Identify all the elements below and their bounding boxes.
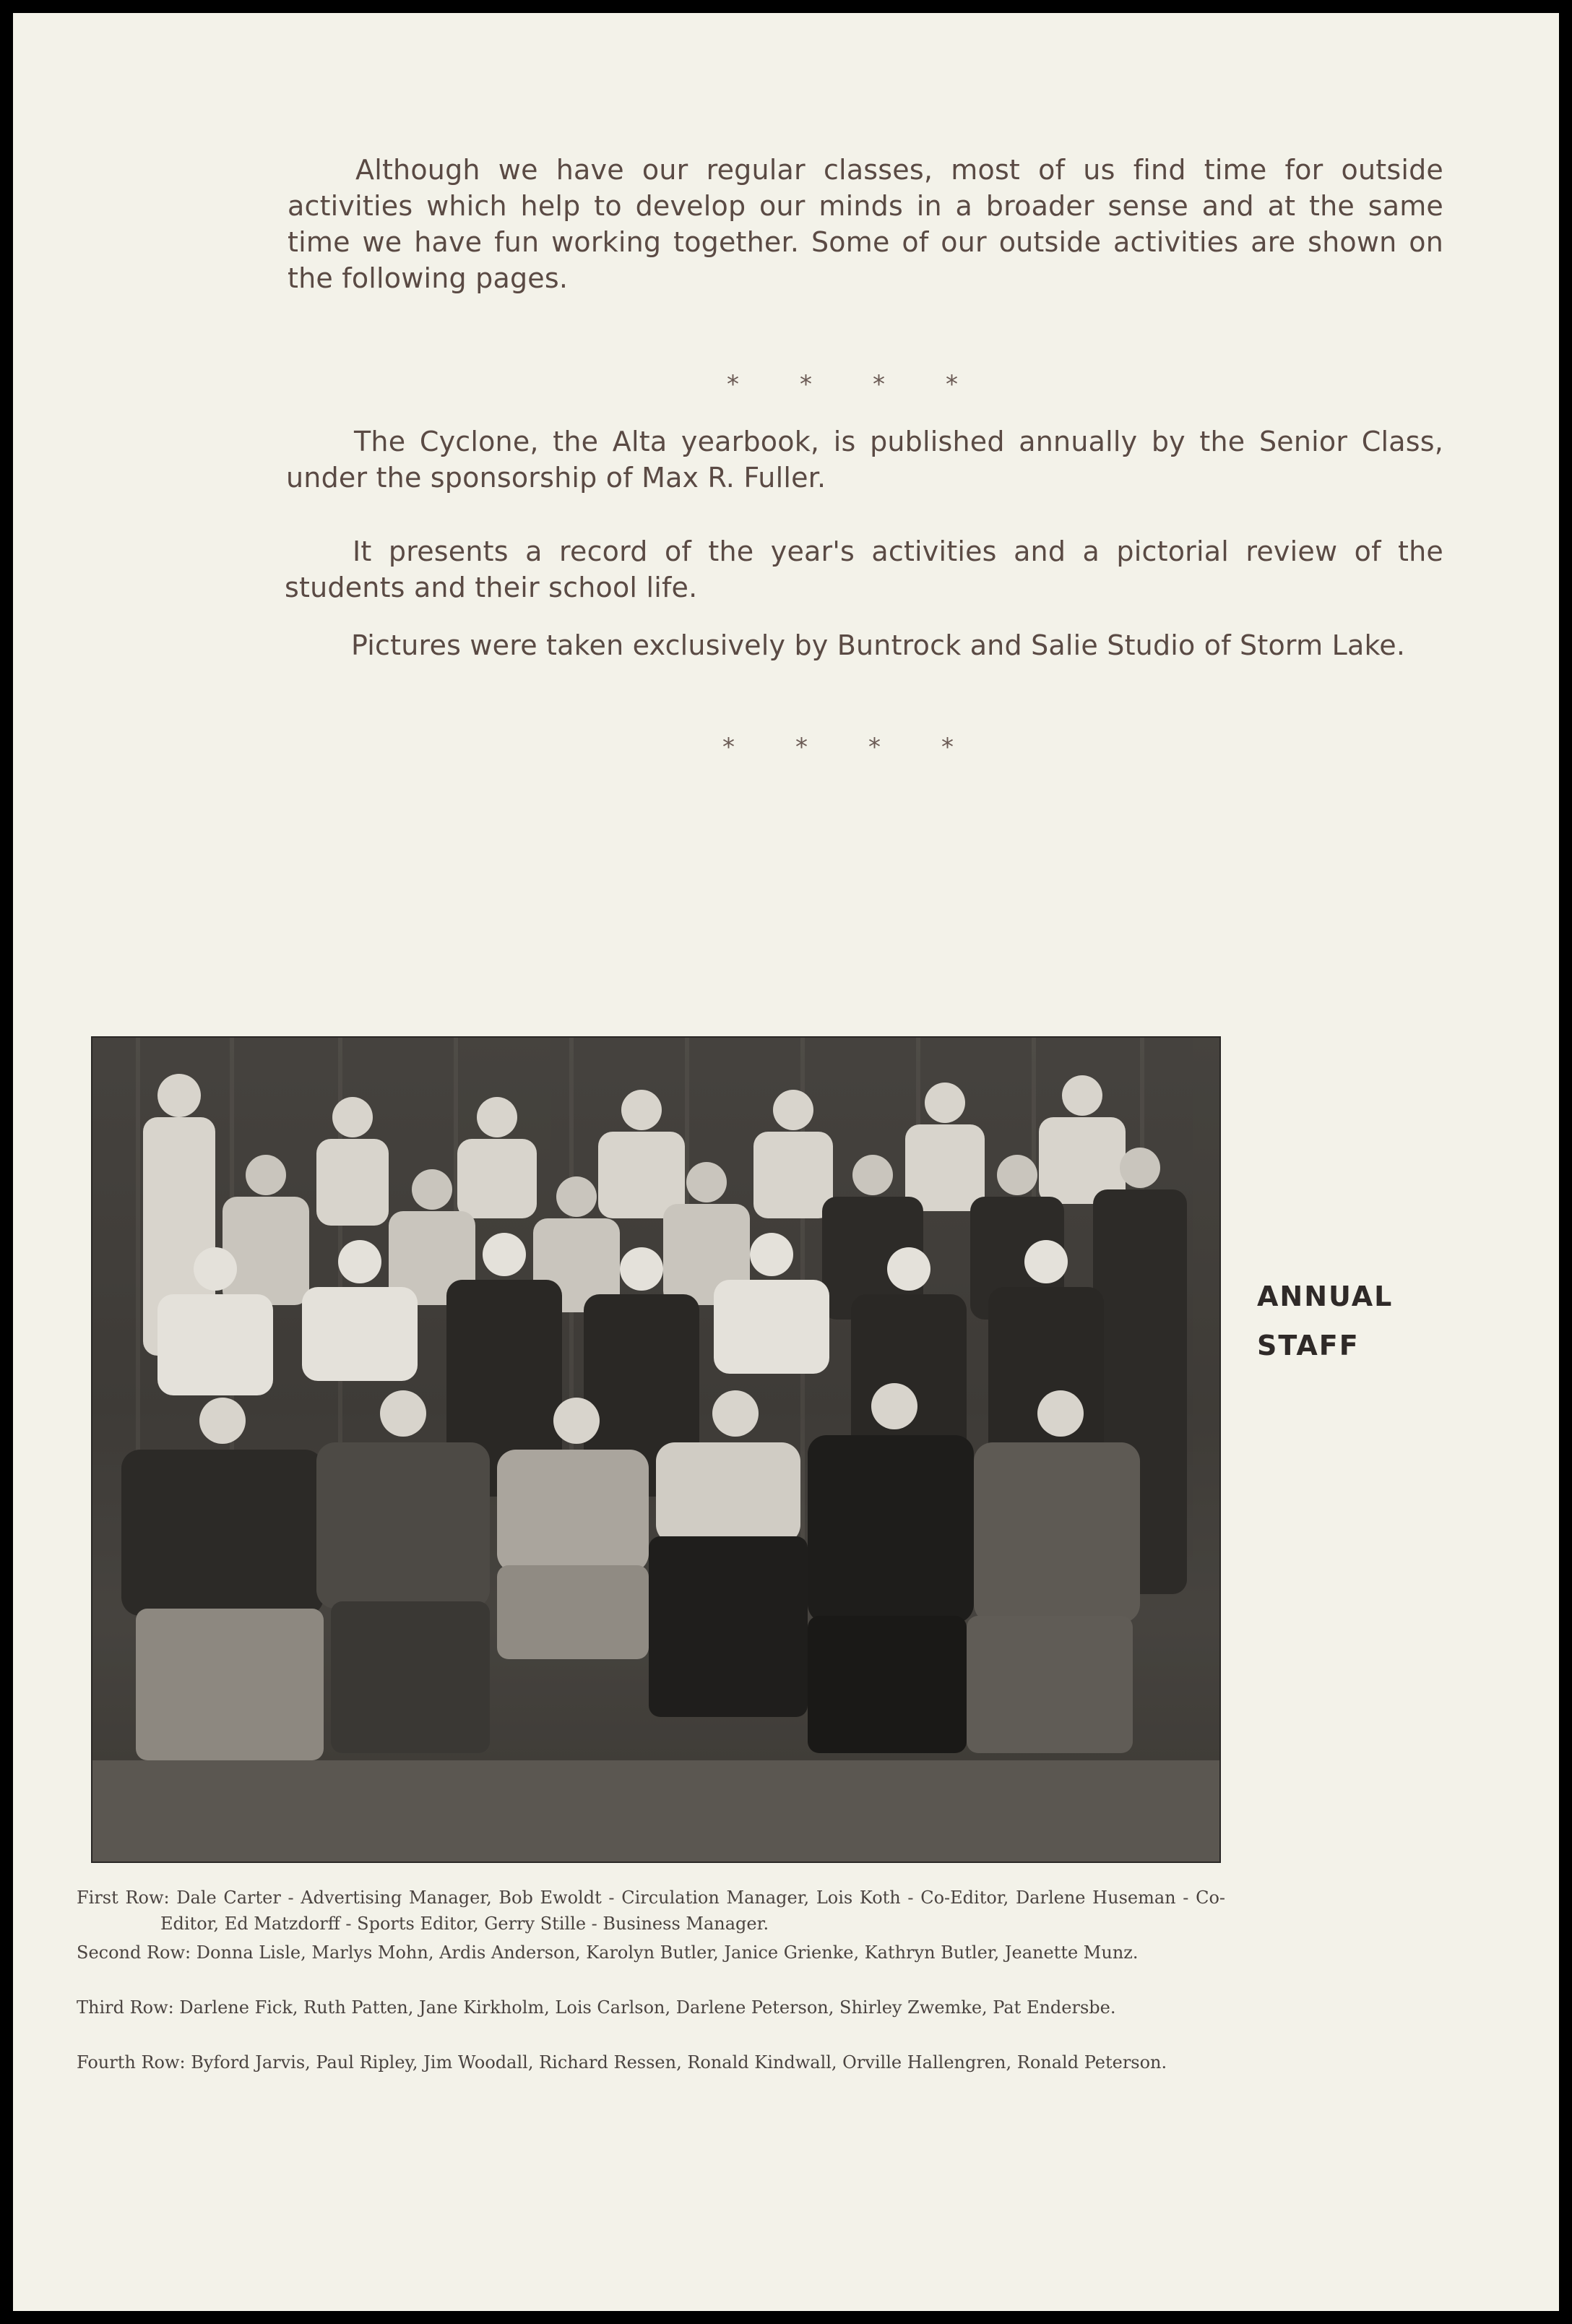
section-title-line-2: STAFF: [1257, 1330, 1360, 1361]
group-photo-illustration: [92, 1038, 1219, 1862]
star: *: [795, 733, 808, 762]
caption-fourth-row: [77, 2049, 1225, 2075]
caption-second-row-text: Second Row: Donna Lisle, Marlys Mohn, Ardis Anderson, Karolyn Butler, Janice Grienke, Kathryn Butler, Jeanette Munz.: [77, 1942, 1139, 1963]
caption-second-row: [77, 1940, 1225, 1966]
caption-third-row: [77, 1994, 1225, 2020]
section-title-line-1: ANNUAL: [1257, 1281, 1394, 1312]
annual-staff-photo: [91, 1036, 1221, 1863]
caption-third-row-text: Third Row: Darlene Fick, Ruth Patten, Jane Kirkholm, Lois Carlson, Darlene Peterson, Shirley Zwemke, Pat Endersbe.: [77, 1997, 1116, 2018]
pictures-paragraph: [283, 627, 1443, 663]
star: *: [941, 733, 954, 762]
caption-first-row: [77, 1885, 1225, 1937]
star: *: [873, 370, 885, 399]
separator-stars-2: [722, 733, 954, 762]
star: *: [800, 370, 812, 399]
pictures-paragraph-text: Pictures were taken exclusively by Buntrock and Salie Studio of Storm Lake.: [351, 629, 1406, 661]
star: *: [868, 733, 881, 762]
section-title-annual-staff: [1257, 1272, 1393, 1370]
cyclone-paragraph: [286, 423, 1443, 496]
intro-paragraph-text: Although we have our regular classes, most of us find time for outside activities which help to develop our minds in a broader sense and at the same time we have fun working together. Some of our outside activities are shown on the following pages.: [288, 154, 1443, 294]
caption-fourth-row-text: Fourth Row: Byford Jarvis, Paul Ripley, Jim Woodall, Richard Ressen, Ronald Kindwall, Orville Hallengren, Ronald Peterson.: [77, 2052, 1167, 2073]
star: *: [722, 733, 735, 762]
caption-first-row-text: First Row: Dale Carter - Advertising Manager, Bob Ewoldt - Circulation Manager, Lois Koth - Co-Editor, Darlene Huseman - Co-Editor, Ed Matzdorff - Sports Editor, Gerry Stille - Business Manager.: [77, 1888, 1225, 1934]
star: *: [946, 370, 958, 399]
yearbook-page: [13, 13, 1559, 2311]
intro-paragraph: [288, 152, 1443, 296]
star: *: [727, 370, 739, 399]
record-paragraph-text: It presents a record of the year's activities and a pictorial review of the students and their school life.: [285, 535, 1443, 603]
cyclone-paragraph-text: The Cyclone, the Alta yearbook, is published annually by the Senior Class, under the sponsorship of Max R. Fuller.: [286, 426, 1443, 494]
record-paragraph: [285, 533, 1443, 606]
separator-stars-1: [727, 370, 958, 399]
